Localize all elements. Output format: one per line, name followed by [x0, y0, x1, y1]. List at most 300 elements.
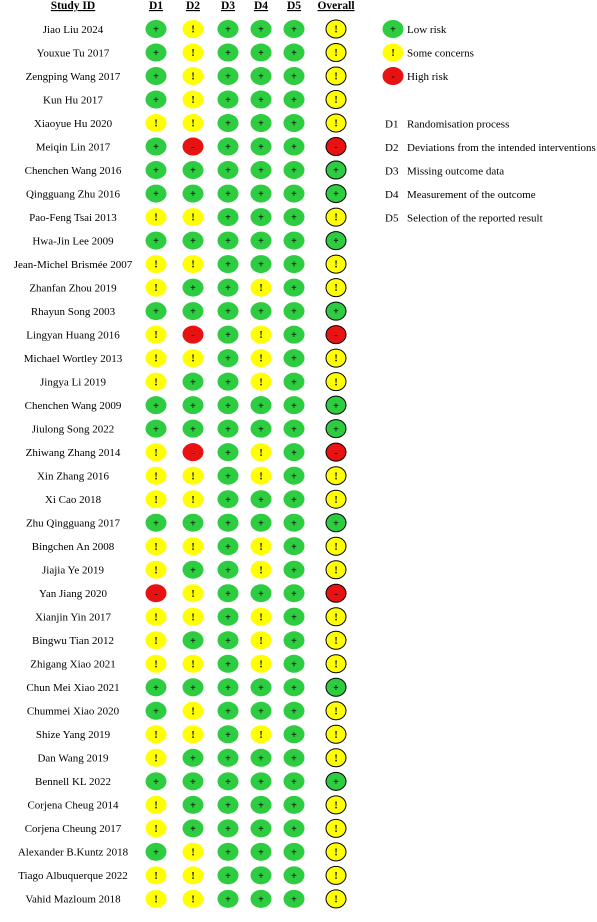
judgement-d5-symbol: + [291, 894, 297, 906]
judgement-d3 [218, 890, 239, 908]
judgement-d4 [251, 796, 272, 814]
judgement-d4-symbol: + [258, 894, 264, 906]
judgement-d2 [183, 138, 204, 156]
judgement-d2-symbol: ! [191, 612, 195, 624]
judgement-d1 [146, 420, 167, 438]
judgement-d1-symbol: + [153, 682, 159, 694]
judgement-d1-symbol: + [153, 306, 159, 318]
judgement-d4-symbol: + [258, 306, 264, 318]
judgement-d5 [284, 631, 305, 649]
study-row [26, 185, 346, 203]
judgement-overall-symbol: + [333, 776, 339, 788]
judgement-overall-symbol: + [333, 189, 339, 201]
judgement-d4 [251, 373, 272, 391]
judgement-d3-symbol: + [225, 142, 231, 154]
judgement-d1 [146, 561, 167, 579]
judgement-d1-symbol: + [153, 400, 159, 412]
judgement-d1 [146, 185, 167, 203]
header-study-id: Study ID [50, 0, 96, 12]
legend-domain-label: Randomisation process [407, 118, 510, 131]
judgement-d5 [284, 584, 305, 602]
judgement-d1-symbol: ! [154, 565, 158, 577]
judgement-d3-symbol: + [225, 283, 231, 295]
judgement-d4-symbol: + [258, 424, 264, 436]
judgement-d1 [146, 608, 167, 626]
study-label: Dan Wang 2019 [37, 752, 109, 765]
study-row [26, 443, 346, 461]
judgement-d3-symbol: + [225, 24, 231, 36]
judgement-d3-symbol: + [225, 776, 231, 788]
judgement-overall-symbol: ! [334, 377, 338, 389]
judgement-d3 [218, 514, 239, 532]
judgement-d3 [218, 349, 239, 367]
judgement-d5-symbol: + [291, 165, 297, 177]
judgement-d1-symbol: ! [154, 330, 158, 342]
judgement-d2-symbol: - [191, 447, 195, 459]
judgement-d1-symbol: + [153, 24, 159, 36]
judgement-d2-symbol: ! [191, 24, 195, 36]
judgement-d5-symbol: + [291, 283, 297, 295]
judgement-d2 [183, 20, 204, 38]
judgement-d1 [146, 67, 167, 85]
judgement-overall [326, 114, 346, 132]
judgement-d5-symbol: + [291, 306, 297, 318]
judgement-d5-symbol: + [291, 682, 297, 694]
judgement-d5-symbol: + [291, 847, 297, 859]
judgement-d2-symbol: ! [191, 588, 195, 600]
judgement-overall-symbol: ! [334, 541, 338, 553]
judgement-d4 [251, 843, 272, 861]
study-row [29, 279, 346, 297]
legend-domain-label: Selection of the reported result [407, 212, 543, 225]
judgement-d3 [218, 44, 239, 62]
judgement-d5-symbol: + [291, 588, 297, 600]
judgement-d4 [251, 20, 272, 38]
judgement-d4 [251, 44, 272, 62]
judgement-d5-symbol: + [291, 541, 297, 553]
judgement-overall [326, 91, 346, 109]
judgement-d1 [146, 326, 167, 344]
judgement-d4-symbol: + [258, 776, 264, 788]
judgement-d1-symbol: ! [154, 118, 158, 130]
judgement-d3-symbol: + [225, 165, 231, 177]
judgement-d2-symbol: + [190, 283, 196, 295]
judgement-d5-symbol: + [291, 635, 297, 647]
judgement-d4-symbol: + [258, 800, 264, 812]
judgement-d2-symbol: ! [191, 118, 195, 130]
judgement-overall [326, 467, 346, 485]
judgement-d4 [251, 161, 272, 179]
study-label: Chummei Xiao 2020 [26, 705, 120, 718]
judgement-d1-symbol: ! [154, 494, 158, 506]
judgement-overall-symbol: + [333, 424, 339, 436]
judgement-d4 [251, 866, 272, 884]
judgement-d5-symbol: + [291, 447, 297, 459]
study-row [42, 561, 346, 579]
study-row [18, 843, 346, 861]
judgement-d3-symbol: + [225, 753, 231, 765]
judgement-d3 [218, 725, 239, 743]
judgement-overall [326, 514, 346, 532]
judgement-d3 [218, 208, 239, 226]
judgement-d2 [183, 608, 204, 626]
judgement-d2-symbol: + [190, 189, 196, 201]
judgement-overall-symbol: + [333, 682, 339, 694]
study-label: Jiajia Ye 2019 [41, 564, 105, 577]
legend-some-label: Some concerns [407, 47, 474, 60]
study-label: Vahid Mazloum 2018 [25, 893, 121, 906]
judgement-d5-symbol: + [291, 71, 297, 83]
judgement-overall [326, 302, 346, 320]
judgement-d5 [284, 138, 305, 156]
judgement-d4 [251, 702, 272, 720]
judgement-d3 [218, 114, 239, 132]
judgement-d1 [146, 843, 167, 861]
judgement-d5 [284, 20, 305, 38]
judgement-d2 [183, 655, 204, 673]
judgement-overall-symbol: ! [334, 259, 338, 271]
judgement-d4-symbol: ! [259, 659, 263, 671]
judgement-d3 [218, 67, 239, 85]
judgement-d2-symbol: + [190, 776, 196, 788]
judgement-d2-symbol: ! [191, 659, 195, 671]
judgement-d1-symbol: + [153, 706, 159, 718]
judgement-d5 [284, 843, 305, 861]
judgement-d2 [183, 114, 204, 132]
judgement-d1 [146, 490, 167, 508]
judgement-d4-symbol: ! [259, 471, 263, 483]
judgement-d4-symbol: + [258, 165, 264, 177]
study-row [32, 420, 346, 438]
judgement-d2 [183, 420, 204, 438]
judgement-d3 [218, 138, 239, 156]
judgement-d3-symbol: + [225, 424, 231, 436]
judgement-overall [326, 208, 346, 226]
judgement-d4 [251, 114, 272, 132]
study-label: Jiulong Song 2022 [31, 423, 115, 436]
judgement-d4 [251, 772, 272, 790]
judgement-d1-symbol: ! [154, 612, 158, 624]
judgement-d2 [183, 749, 204, 767]
judgement-d3 [218, 772, 239, 790]
judgement-d3-symbol: + [225, 494, 231, 506]
judgement-overall-symbol: + [333, 306, 339, 318]
study-row [26, 678, 346, 696]
judgement-d4 [251, 255, 272, 273]
judgement-overall [326, 44, 346, 62]
judgement-d1 [146, 725, 167, 743]
judgement-d3 [218, 420, 239, 438]
judgement-d1 [146, 161, 167, 179]
judgement-d4-symbol: + [258, 400, 264, 412]
judgement-d1 [146, 749, 167, 767]
judgement-d2 [183, 678, 204, 696]
study-row [32, 631, 346, 649]
judgement-d5 [284, 232, 305, 250]
judgement-d2 [183, 819, 204, 837]
study-row [37, 749, 346, 767]
legend-domain-code: D4 [385, 189, 399, 201]
judgement-d2-symbol: + [190, 424, 196, 436]
judgement-d1 [146, 678, 167, 696]
judgement-d2 [183, 890, 204, 908]
judgement-d2 [183, 349, 204, 367]
header-d1: D1 [148, 0, 164, 12]
judgement-d3 [218, 796, 239, 814]
judgement-d1 [146, 349, 167, 367]
judgement-d4 [251, 467, 272, 485]
study-row [26, 67, 346, 85]
study-label: Xiaoyue Hu 2020 [33, 117, 113, 130]
judgement-d4 [251, 655, 272, 673]
judgement-d5-symbol: + [291, 24, 297, 36]
judgement-d4-symbol: + [258, 189, 264, 201]
header-d2: D2 [185, 0, 201, 12]
study-row [32, 537, 346, 555]
judgement-d4-symbol: + [258, 118, 264, 130]
legend-low-marker-symbol: + [390, 24, 396, 36]
judgement-d5 [284, 678, 305, 696]
judgement-overall-symbol: ! [334, 870, 338, 882]
judgement-d2-symbol: + [190, 635, 196, 647]
legend-high-marker-symbol: - [391, 71, 395, 83]
judgement-d4 [251, 608, 272, 626]
judgement-d2-symbol: - [191, 330, 195, 342]
judgement-overall [326, 279, 346, 297]
judgement-d3-symbol: + [225, 189, 231, 201]
judgement-d5-symbol: + [291, 424, 297, 436]
judgement-d2 [183, 702, 204, 720]
study-row [14, 255, 346, 273]
judgement-d5 [284, 67, 305, 85]
judgement-d1-symbol: ! [154, 823, 158, 835]
study-label: Zhigang Xiao 2021 [30, 658, 116, 671]
judgement-d2 [183, 490, 204, 508]
study-label: Qingguang Zhu 2016 [25, 188, 121, 201]
judgement-d4-symbol: ! [259, 330, 263, 342]
judgement-d1 [146, 537, 167, 555]
study-label: Bingchen An 2008 [31, 541, 115, 554]
judgement-d3-symbol: + [225, 306, 231, 318]
judgement-d3 [218, 443, 239, 461]
judgement-d3-symbol: + [225, 659, 231, 671]
judgement-d5-symbol: + [291, 212, 297, 224]
judgement-d1-symbol: - [154, 588, 158, 600]
judgement-d2-symbol: + [190, 800, 196, 812]
judgement-overall-symbol: + [333, 518, 339, 530]
judgement-d2 [183, 326, 204, 344]
judgement-overall-symbol: ! [334, 212, 338, 224]
judgement-d5-symbol: + [291, 353, 297, 365]
study-label: Corjena Cheung 2017 [24, 823, 122, 836]
judgement-d5-symbol: + [291, 659, 297, 671]
judgement-d4 [251, 725, 272, 743]
judgement-d4-symbol: + [258, 588, 264, 600]
legend-low-label: Low risk [407, 23, 447, 36]
study-row [43, 20, 346, 38]
study-label: Youxue Tu 2017 [36, 47, 110, 60]
judgement-d5-symbol: + [291, 48, 297, 60]
judgement-d1-symbol: ! [154, 283, 158, 295]
judgement-overall [326, 561, 346, 579]
judgement-d1 [146, 890, 167, 908]
judgement-d3 [218, 161, 239, 179]
judgement-d4-symbol: ! [259, 541, 263, 553]
judgement-d1-symbol: + [153, 48, 159, 60]
judgement-d5-symbol: + [291, 118, 297, 130]
judgement-d1 [146, 772, 167, 790]
judgement-overall [326, 608, 346, 626]
judgement-d5-symbol: + [291, 377, 297, 389]
judgement-d1-symbol: + [153, 165, 159, 177]
judgement-d3-symbol: + [225, 870, 231, 882]
study-row [25, 819, 346, 837]
judgement-d2 [183, 302, 204, 320]
judgement-d3-symbol: + [225, 259, 231, 271]
judgement-d4-symbol: + [258, 753, 264, 765]
judgement-d3-symbol: + [225, 71, 231, 83]
judgement-d2-symbol: ! [191, 870, 195, 882]
judgement-d3-symbol: + [225, 353, 231, 365]
judgement-d5 [284, 608, 305, 626]
judgement-overall [326, 326, 346, 344]
judgement-d4 [251, 678, 272, 696]
study-label: Zhu Qingguang 2017 [25, 517, 121, 530]
judgement-d1-symbol: + [153, 95, 159, 107]
legend [383, 20, 596, 225]
judgement-d4-symbol: ! [259, 729, 263, 741]
judgement-d5-symbol: + [291, 823, 297, 835]
judgement-d4-symbol: + [258, 71, 264, 83]
judgement-d1 [146, 631, 167, 649]
judgement-d2 [183, 255, 204, 273]
judgement-d2-symbol: + [190, 400, 196, 412]
judgement-d3 [218, 396, 239, 414]
judgement-d5-symbol: + [291, 706, 297, 718]
judgement-d3-symbol: + [225, 541, 231, 553]
study-label: Xianjin Yin 2017 [35, 611, 111, 624]
judgement-d4-symbol: + [258, 494, 264, 506]
judgement-d5 [284, 725, 305, 743]
judgement-d2 [183, 67, 204, 85]
judgement-d5-symbol: + [291, 471, 297, 483]
legend-high-label: High risk [407, 70, 449, 83]
study-label: Chenchen Wang 2009 [24, 399, 122, 412]
judgement-d2-symbol: + [190, 823, 196, 835]
judgement-d1 [146, 114, 167, 132]
judgement-d5-symbol: + [291, 565, 297, 577]
judgement-d2-symbol: + [190, 753, 196, 765]
judgement-d2-symbol: ! [191, 894, 195, 906]
judgement-d2-symbol: + [190, 165, 196, 177]
judgement-d3-symbol: + [225, 565, 231, 577]
judgement-d2 [183, 467, 204, 485]
judgement-d1-symbol: ! [154, 471, 158, 483]
judgement-d3 [218, 749, 239, 767]
judgement-d5-symbol: + [291, 259, 297, 271]
judgement-overall [326, 255, 346, 273]
column-headers [51, 0, 355, 12]
judgement-d3 [218, 584, 239, 602]
legend-domain-label: Deviations from the intended interventions [407, 142, 596, 154]
judgement-d1-symbol: ! [154, 729, 158, 741]
judgement-d4-symbol: + [258, 518, 264, 530]
judgement-d4-symbol: ! [259, 612, 263, 624]
judgement-d5-symbol: + [291, 612, 297, 624]
judgement-d2-symbol: ! [191, 259, 195, 271]
judgement-d5-symbol: + [291, 729, 297, 741]
judgement-d1 [146, 302, 167, 320]
header-d5: D5 [286, 0, 302, 12]
study-label: Zhanfan Zhou 2019 [29, 282, 117, 295]
judgement-d2 [183, 161, 204, 179]
legend-domain-code: D5 [385, 212, 399, 225]
judgement-d4-symbol: + [258, 212, 264, 224]
judgement-d3-symbol: + [225, 236, 231, 248]
judgement-d1 [146, 208, 167, 226]
judgement-d5 [284, 279, 305, 297]
judgement-d3 [218, 655, 239, 673]
judgement-d4 [251, 67, 272, 85]
judgement-d2 [183, 396, 204, 414]
judgement-d5 [284, 44, 305, 62]
judgement-d4-symbol: + [258, 142, 264, 154]
judgement-d4-symbol: ! [259, 565, 263, 577]
judgement-d5-symbol: + [291, 330, 297, 342]
judgement-d4 [251, 349, 272, 367]
judgement-d4 [251, 420, 272, 438]
judgement-d1 [146, 655, 167, 673]
judgement-overall [326, 67, 346, 85]
judgement-d1-symbol: ! [154, 635, 158, 647]
judgement-overall-symbol: + [333, 236, 339, 248]
judgement-d3 [218, 467, 239, 485]
judgement-d1 [146, 232, 167, 250]
judgement-d4 [251, 490, 272, 508]
judgement-overall [326, 420, 346, 438]
judgement-d5-symbol: + [291, 776, 297, 788]
legend-high-marker [383, 67, 404, 85]
judgement-d5 [284, 420, 305, 438]
judgement-d2-symbol: ! [191, 729, 195, 741]
judgement-d3-symbol: + [225, 471, 231, 483]
judgement-d3 [218, 866, 239, 884]
judgement-overall-symbol: + [333, 400, 339, 412]
judgement-d5 [284, 208, 305, 226]
judgement-overall-symbol: - [334, 330, 338, 342]
judgement-overall [326, 537, 346, 555]
judgement-d1-symbol: + [153, 847, 159, 859]
judgement-overall-symbol: ! [334, 800, 338, 812]
judgement-overall [326, 631, 346, 649]
judgement-d4-symbol: + [258, 48, 264, 60]
judgement-overall-symbol: ! [334, 729, 338, 741]
study-label: Xin Zhang 2016 [36, 470, 110, 483]
judgement-d1 [146, 514, 167, 532]
judgement-d4-symbol: + [258, 847, 264, 859]
judgement-d1 [146, 702, 167, 720]
study-row [36, 725, 346, 743]
judgement-d1-symbol: ! [154, 377, 158, 389]
judgement-overall-symbol: ! [334, 24, 338, 36]
judgement-overall [326, 443, 346, 461]
judgement-d3-symbol: + [225, 800, 231, 812]
judgement-overall [326, 20, 346, 38]
study-row [32, 232, 346, 250]
judgement-d3 [218, 843, 239, 861]
judgement-d4 [251, 279, 272, 297]
judgement-d2-symbol: ! [191, 71, 195, 83]
